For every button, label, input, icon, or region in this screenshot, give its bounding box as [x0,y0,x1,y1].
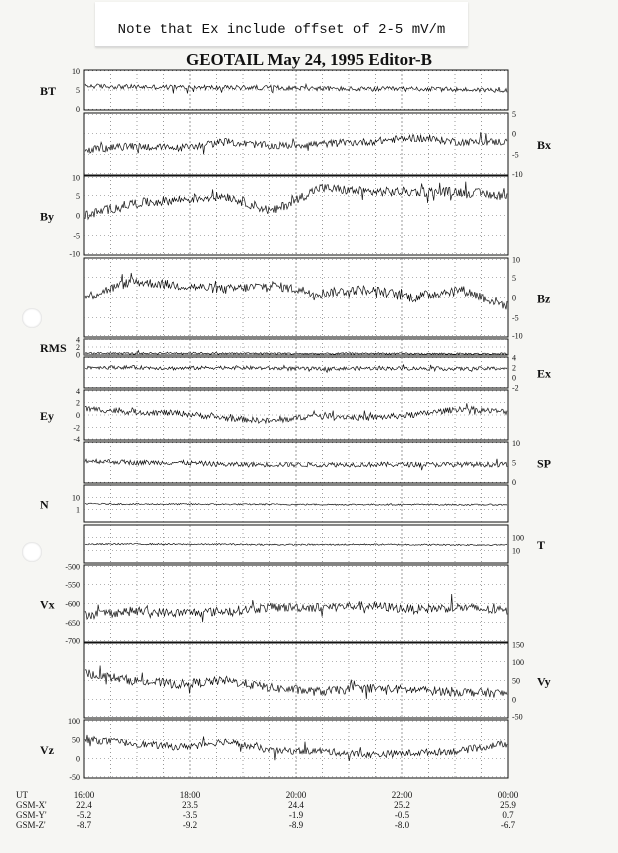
tick-label-t: 100 [512,533,524,543]
panel-by [40,174,508,259]
tick-label-vy: 100 [512,657,524,667]
tick-label-by: 0 [76,211,80,221]
tick-label-vy: 150 [512,640,524,650]
footer-row-label: GSM-Z' [16,820,46,830]
tick-label-rms: 2 [76,343,80,352]
footer-value: 00:00 [497,790,519,800]
panel-label-rms: RMS [40,341,67,355]
footer-value: 16:00 [73,790,95,800]
panel-label-ey: Ey [40,409,55,423]
footer-value: -1.9 [288,810,304,820]
tick-label-bt: 5 [76,86,80,95]
panel-label-t: T [537,538,546,552]
tick-label-vx: -700 [65,636,80,646]
footer-row-label: GSM-X' [16,800,47,810]
panel-bx [84,110,551,179]
tick-label-vx: -500 [65,562,80,572]
panel-vz [40,717,508,782]
tick-label-bz: 5 [512,273,516,283]
footer-value: 22:00 [391,790,413,800]
tick-label-bz: 10 [512,255,520,265]
footer-value: -0.5 [394,810,410,820]
panel-label-vx: Vx [40,597,55,612]
panel-ey [40,387,508,444]
footer-value: 25.2 [394,800,410,810]
tick-label-vx: -650 [65,618,80,628]
footer-value: 23.5 [182,800,198,810]
tick-label-ex: -2 [512,383,519,393]
tick-label-rms: 4 [76,335,80,345]
tick-label-bx: -5 [512,150,519,160]
footer-value: 22.4 [76,800,92,810]
panel-label-bt: BT [40,84,57,98]
tick-label-bx: 5 [512,110,516,120]
tick-label-vz: 50 [72,735,80,745]
tick-label-ey: 2 [76,398,80,408]
footer-value: -3.5 [182,810,198,820]
panel-vy [84,641,551,722]
tick-label-by: 5 [76,191,80,201]
tick-label-vy: -50 [512,712,523,722]
tick-label-vx: -550 [65,580,80,590]
footer-value: 24.4 [288,800,304,810]
tick-label-ey: 4 [76,387,80,396]
tick-label-n: 10 [72,493,80,503]
tick-label-vz: 0 [76,754,80,764]
footer-row-label: UT [16,790,28,800]
panel-bt [40,67,508,114]
tick-label-sp: 10 [512,438,520,448]
footer-value: -9.2 [182,820,198,830]
tick-label-ex: 0 [512,373,516,383]
note-text: Note that Ex include offset of 2-5 mV/m [117,22,446,38]
tick-label-ex: 2 [512,363,516,373]
tick-label-ey: -4 [73,435,80,444]
tick-label-rms: 0 [76,350,80,360]
tick-label-bz: 0 [512,293,516,303]
footer-value: -8.7 [76,820,92,830]
panel-rms [40,335,508,359]
footer-value: -6.7 [500,820,516,830]
panel-ex [84,354,551,393]
page-title: GEOTAIL May 24, 1995 Editor-B [185,50,433,69]
panel-sp [84,439,551,487]
footer-value: -8.0 [394,820,410,830]
footer-value: -5.2 [76,810,92,820]
tick-label-vx: -600 [65,599,80,609]
tick-label-bt: 0 [76,105,80,115]
tick-label-vz: -50 [69,772,80,782]
tick-label-by: -5 [73,231,80,241]
tick-label-ey: -2 [73,423,80,433]
tick-label-vz: 100 [68,717,80,727]
tick-label-ey: 0 [76,411,80,420]
footer-value: 25.9 [500,800,516,810]
tick-label-vy: 0 [512,695,516,705]
footer-value: 18:00 [179,790,201,800]
panel-label-sp: SP [537,456,552,471]
tick-label-vy: 50 [512,676,520,686]
panel-label-by: By [40,209,55,224]
footer-value: -8.9 [288,820,304,830]
tick-label-bx: 0 [512,129,516,139]
footer-row-label: GSM-Y' [16,810,47,820]
tick-label-bt: 10 [72,66,80,76]
panel-vx [40,563,508,646]
panel-label-bx: Bx [537,138,552,152]
panel-label-n: N [40,497,49,512]
tick-label-n: 1 [76,505,80,515]
tick-label-t: 10 [512,546,520,556]
footer-value: 0.7 [502,810,514,820]
tick-label-sp: 0 [512,478,516,488]
tick-label-by: -10 [69,249,80,259]
panel-label-bz: Bz [537,291,551,306]
tick-label-bx: -10 [512,169,523,179]
panel-label-vy: Vy [537,674,551,689]
panel-t [84,525,545,563]
panel-label-ex: Ex [537,366,552,381]
tick-label-ex: 4 [512,353,516,363]
tick-label-sp: 5 [512,458,516,468]
panel-n [40,485,508,522]
tick-label-by: 10 [72,173,80,183]
tick-label-bz: -10 [512,331,523,341]
panel-label-vz: Vz [40,743,54,757]
footer-value: 20:00 [285,790,307,800]
tick-label-bz: -5 [512,313,519,323]
panel-bz [84,256,551,341]
